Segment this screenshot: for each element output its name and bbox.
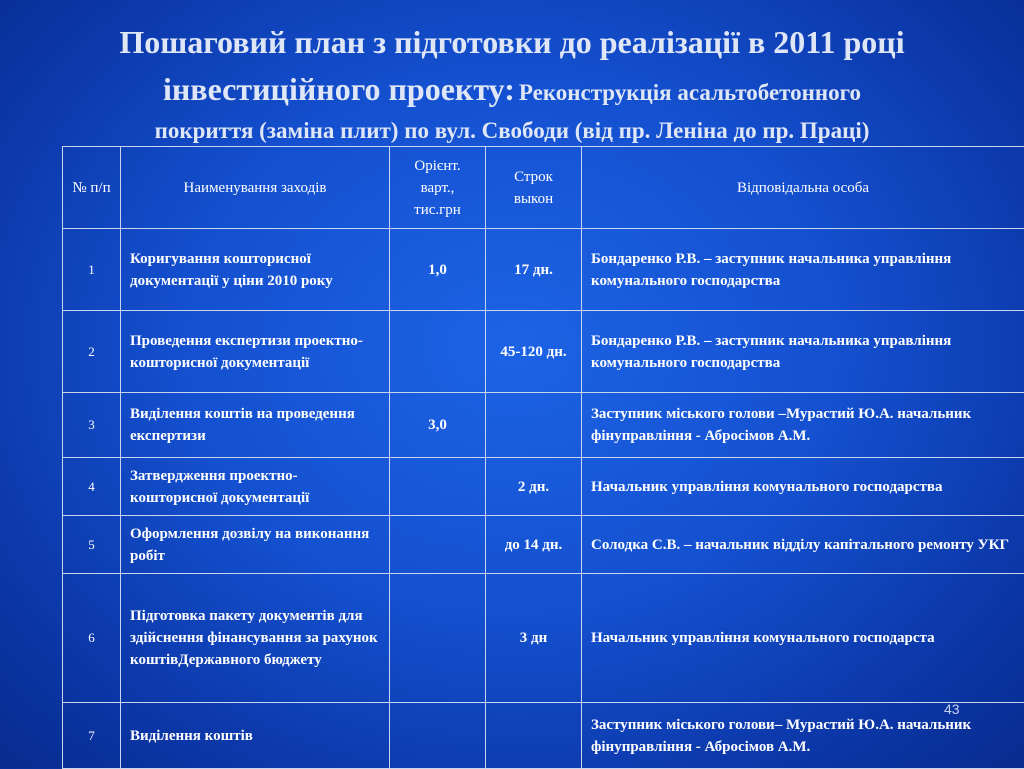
table-row bbox=[63, 229, 1024, 311]
row-action: Проведення експертизи проектно- кошторисної документації bbox=[121, 311, 390, 393]
row-action: Коригування кошторисної документації у ціни 2010 року bbox=[121, 229, 390, 311]
row-number: 5 bbox=[63, 516, 121, 574]
row-action: Підготовка пакету документів для здійснення фінансування за рахунок коштівДержавного бюджету bbox=[121, 574, 390, 703]
row-cost bbox=[390, 311, 486, 393]
row-cost bbox=[390, 703, 486, 769]
title-line-2-main: інвестиційного проекту: bbox=[163, 71, 515, 107]
row-action: Затвердження проектно- кошторисної документації bbox=[121, 458, 390, 516]
row-action: Виділення коштів на проведення експертизи bbox=[121, 393, 390, 458]
row-term bbox=[486, 703, 582, 769]
row-term: до 14 дн. bbox=[486, 516, 582, 574]
table-header-row bbox=[63, 147, 1024, 229]
title-line-1: Пошаговий план з підготовки до реалізації в 2011 році bbox=[119, 24, 904, 60]
row-person: Солодка С.В. – начальник відділу капітального ремонту УКГ bbox=[582, 516, 1024, 574]
table-row bbox=[63, 458, 1024, 516]
slide-title bbox=[20, 22, 1004, 146]
row-number: 4 bbox=[63, 458, 121, 516]
row-person: Заступник міського голови– Мурастий Ю.А. начальник фінуправління - Абросімов А.М. bbox=[582, 703, 1024, 769]
table-row bbox=[63, 393, 1024, 458]
row-number: 7 bbox=[63, 703, 121, 769]
table-row bbox=[63, 516, 1024, 574]
row-person: Начальник управління комунального господарста bbox=[582, 574, 1024, 703]
row-action: Виділення коштів bbox=[121, 703, 390, 769]
row-term: 45-120 дн. bbox=[486, 311, 582, 393]
row-person: Заступник міського голови –Мурастий Ю.А. начальник фінуправління - Абросімов А.М. bbox=[582, 393, 1024, 458]
slide-page-number: 43 bbox=[944, 701, 960, 717]
row-number: 1 bbox=[63, 229, 121, 311]
header-cost: Орієнт. варт., тис.грн bbox=[390, 147, 486, 229]
title-line-2-subtitle: Реконструкція асальтобетонного bbox=[519, 80, 861, 105]
row-person: Бондаренко Р.В. – заступник начальника управління комунального господарства bbox=[582, 229, 1024, 311]
header-number: № п/п bbox=[63, 147, 121, 229]
row-cost bbox=[390, 574, 486, 703]
table-row bbox=[63, 703, 1024, 769]
title-line-3: покриття (заміна плит) по вул. Свободи (від пр. Леніна до пр. Праці) bbox=[20, 116, 1004, 146]
row-term: 3 дн bbox=[486, 574, 582, 703]
table-row bbox=[63, 311, 1024, 393]
row-action: Оформлення дозвілу на виконання робіт bbox=[121, 516, 390, 574]
row-person: Начальник управління комунального господарства bbox=[582, 458, 1024, 516]
row-number: 2 bbox=[63, 311, 121, 393]
header-person: Відповідальна особа bbox=[582, 147, 1024, 229]
row-cost: 1,0 bbox=[390, 229, 486, 311]
row-term bbox=[486, 393, 582, 458]
row-cost bbox=[390, 458, 486, 516]
row-number: 3 bbox=[63, 393, 121, 458]
row-person: Бондаренко Р.В. – заступник начальника управління комунального господарства bbox=[582, 311, 1024, 393]
row-number: 6 bbox=[63, 574, 121, 703]
header-term: Строк выкон bbox=[486, 147, 582, 229]
plan-table bbox=[62, 146, 1024, 769]
row-term: 17 дн. bbox=[486, 229, 582, 311]
header-action: Наименування заходів bbox=[121, 147, 390, 229]
table-row bbox=[63, 574, 1024, 703]
row-cost bbox=[390, 516, 486, 574]
row-term: 2 дн. bbox=[486, 458, 582, 516]
row-cost: 3,0 bbox=[390, 393, 486, 458]
